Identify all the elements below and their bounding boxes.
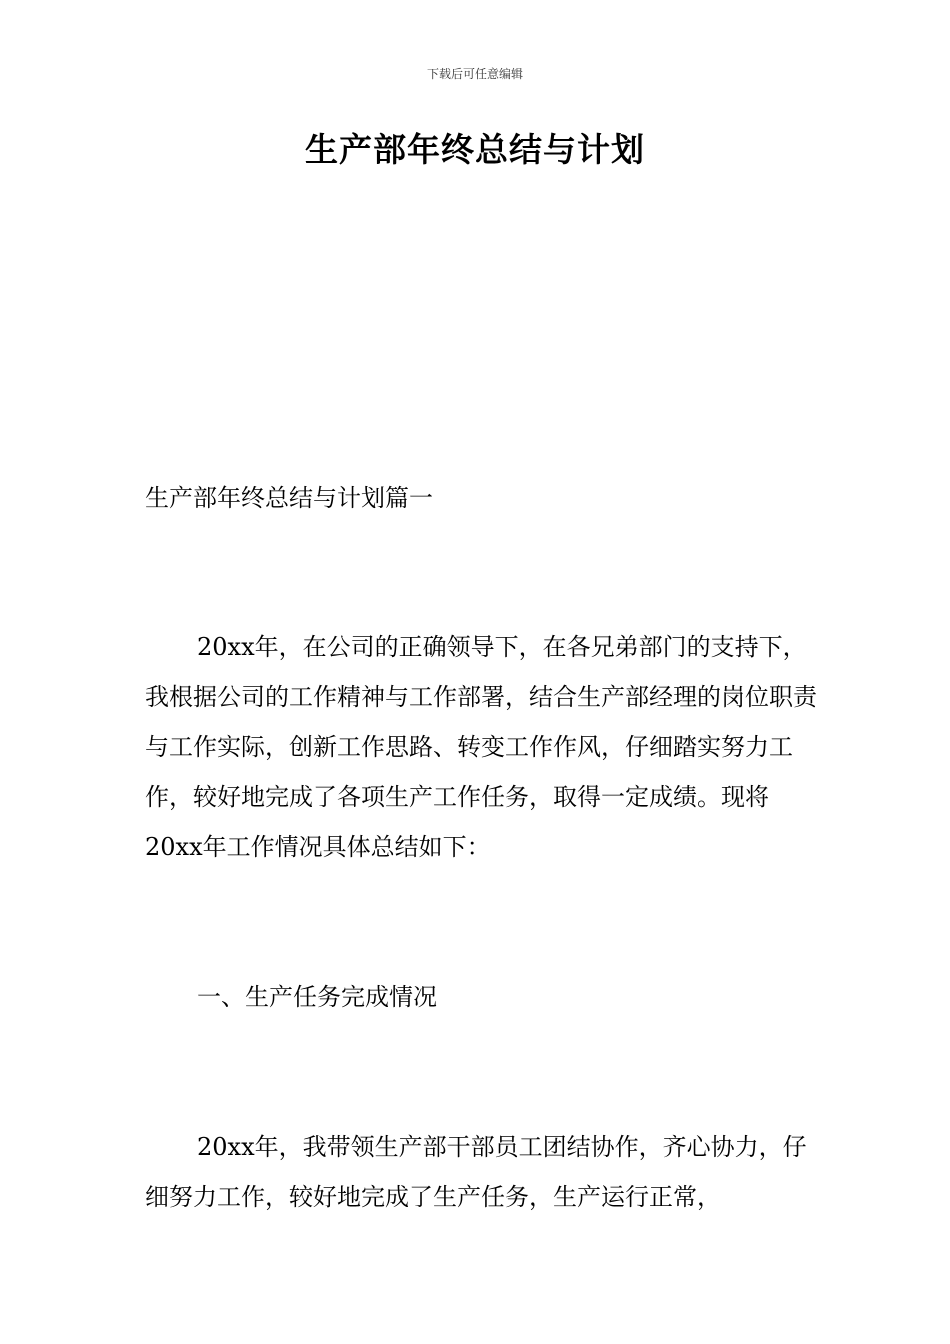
intro-paragraph: 20xx年，在公司的正确领导下，在各兄弟部门的支持下，我根据公司的工作精神与工作部署，结合生产部经理的岗位职责与工作实际，创新工作思路、转变工作作风，仔细踏实努力工作，较好地完成了各项生产工作任务，取得一定成绩。现将20xx年工作情况具体总结如下： (145, 633, 817, 861)
production-paragraph: 20xx年，我带领生产部干部员工团结协作，齐心协力，仔细努力工作，较好地完成了生产任务，生产运行正常， (145, 1133, 807, 1211)
item-heading: 一、生产任务完成情况 (197, 983, 437, 1011)
header-note: 下载后可任意编辑 (426, 67, 523, 81)
section-heading: 生产部年终总结与计划篇一 (145, 484, 433, 512)
document-title: 生产部年终总结与计划 (305, 130, 645, 169)
